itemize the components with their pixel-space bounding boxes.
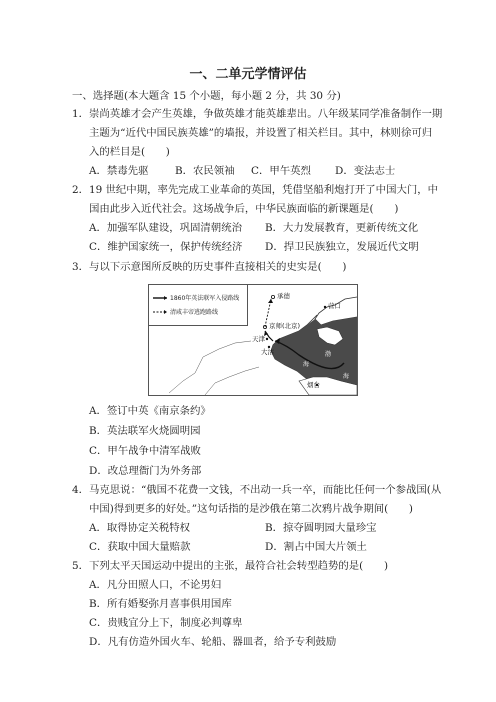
q2-option-a[interactable]: A．加强军队建设，巩固清朝统治 (89, 222, 242, 234)
q1-stem-line-1: 1．崇尚英雄才会产生英雄，争做英雄才能英雄辈出。八年级某同学准备制作一期 (72, 108, 443, 120)
q2-option-c[interactable]: C．维护国家统一，保护传统经济 (89, 241, 243, 253)
map-legend (149, 285, 248, 326)
q4-option-c[interactable]: C．获取中国大量赔款 (89, 541, 191, 553)
label-beijing: 京师(北京) (269, 322, 301, 330)
q1-option-a[interactable]: A．禁毒先驱 (89, 165, 149, 177)
q4-stem-line-1: 4．马克思说：“俄国不花费一文钱，不出动一兵一卒，而能比任何一个参战国(从 (72, 484, 442, 496)
q5-option-a[interactable]: A．凡分田照人口，不论男妇 (89, 579, 222, 591)
q2-stem-line-1: 2．19 世纪中期，率先完成工业革命的英国，凭借坚船利炮打开了中国大门，中 (72, 184, 439, 196)
q3-option-b[interactable]: B．英法联军火烧圆明园 (89, 425, 201, 437)
q5-option-d[interactable]: D．凡有仿造外国火车、轮船、器皿者，给予专利鼓励 (89, 636, 337, 648)
q1-stem-line-2: 主题为“近代中国民族英雄”的墙报，并设置了相关栏目。其中，林则徐可归 (89, 127, 433, 139)
historical-route-map (148, 284, 358, 396)
label-sea-2: 海 (343, 373, 350, 380)
label-tianjin: 天津 (252, 335, 265, 343)
legend-invasion-route: 1860年英法联军入侵路线 (170, 295, 240, 302)
q1-option-d[interactable]: D．变法志士 (335, 165, 396, 177)
q2-option-d[interactable]: D．捍卫民族独立，发展近代文明 (265, 241, 419, 253)
label-yantai: 烟台 (307, 381, 320, 389)
q4-option-b[interactable]: B．掠夺圆明园大量珍宝 (265, 522, 377, 534)
q2-option-b[interactable]: B．大力发展教育，更新传统文化 (265, 222, 419, 234)
q3-option-d[interactable]: D．改总理衙门为外务部 (89, 465, 202, 477)
q5-option-b[interactable]: B．所有婚娶弥月喜事俱用国库 (89, 598, 232, 610)
q4-option-d[interactable]: D．割占中国大片领土 (265, 541, 367, 553)
q5-option-c[interactable]: C．贵贱宜分上下，制度必判尊卑 (89, 617, 243, 629)
page-title: 一、二单元学情评估 (189, 67, 307, 82)
q1-stem-line-3: 入的栏目是( ) (89, 146, 170, 158)
label-yingkou: 营口 (328, 302, 341, 310)
legend-escape-route: 清咸丰帝逃跑路线 (170, 309, 219, 316)
q3-option-a[interactable]: A．签订中英《南京条约》 (89, 405, 211, 417)
q1-option-c[interactable]: C．甲午英烈 (251, 165, 311, 177)
label-sea-bo: 渤 (325, 351, 332, 358)
q5-stem-line-1: 5．下列太平天国运动中提出的主张，最符合社会转型趋势的是( ) (72, 560, 389, 572)
q1-option-b[interactable]: B．农民领袖 (175, 165, 235, 177)
section-heading: 一、选择题(本大题含 15 个小题，每小题 2 分，共 30 分) (72, 90, 341, 102)
q3-option-c[interactable]: C．甲午战争中清军战败 (89, 445, 201, 457)
q4-option-a[interactable]: A．取得协定关税特权 (89, 522, 191, 534)
q3-stem-line-1: 3．与以下示意图所反映的历史事件直接相关的史实是( ) (72, 261, 347, 273)
q4-stem-line-2: 中国)得到更多的好处。”这句话指的是沙俄在第二次鸦片战争期间( ) (89, 503, 413, 515)
label-sea-hai: 海 (303, 361, 310, 368)
q2-stem-line-2: 国由此步入近代社会。这场战争后，中华民族面临的新课题是( ) (89, 203, 399, 215)
label-dagu: 大沽 (261, 348, 274, 356)
label-chengde: 承德 (277, 292, 290, 300)
